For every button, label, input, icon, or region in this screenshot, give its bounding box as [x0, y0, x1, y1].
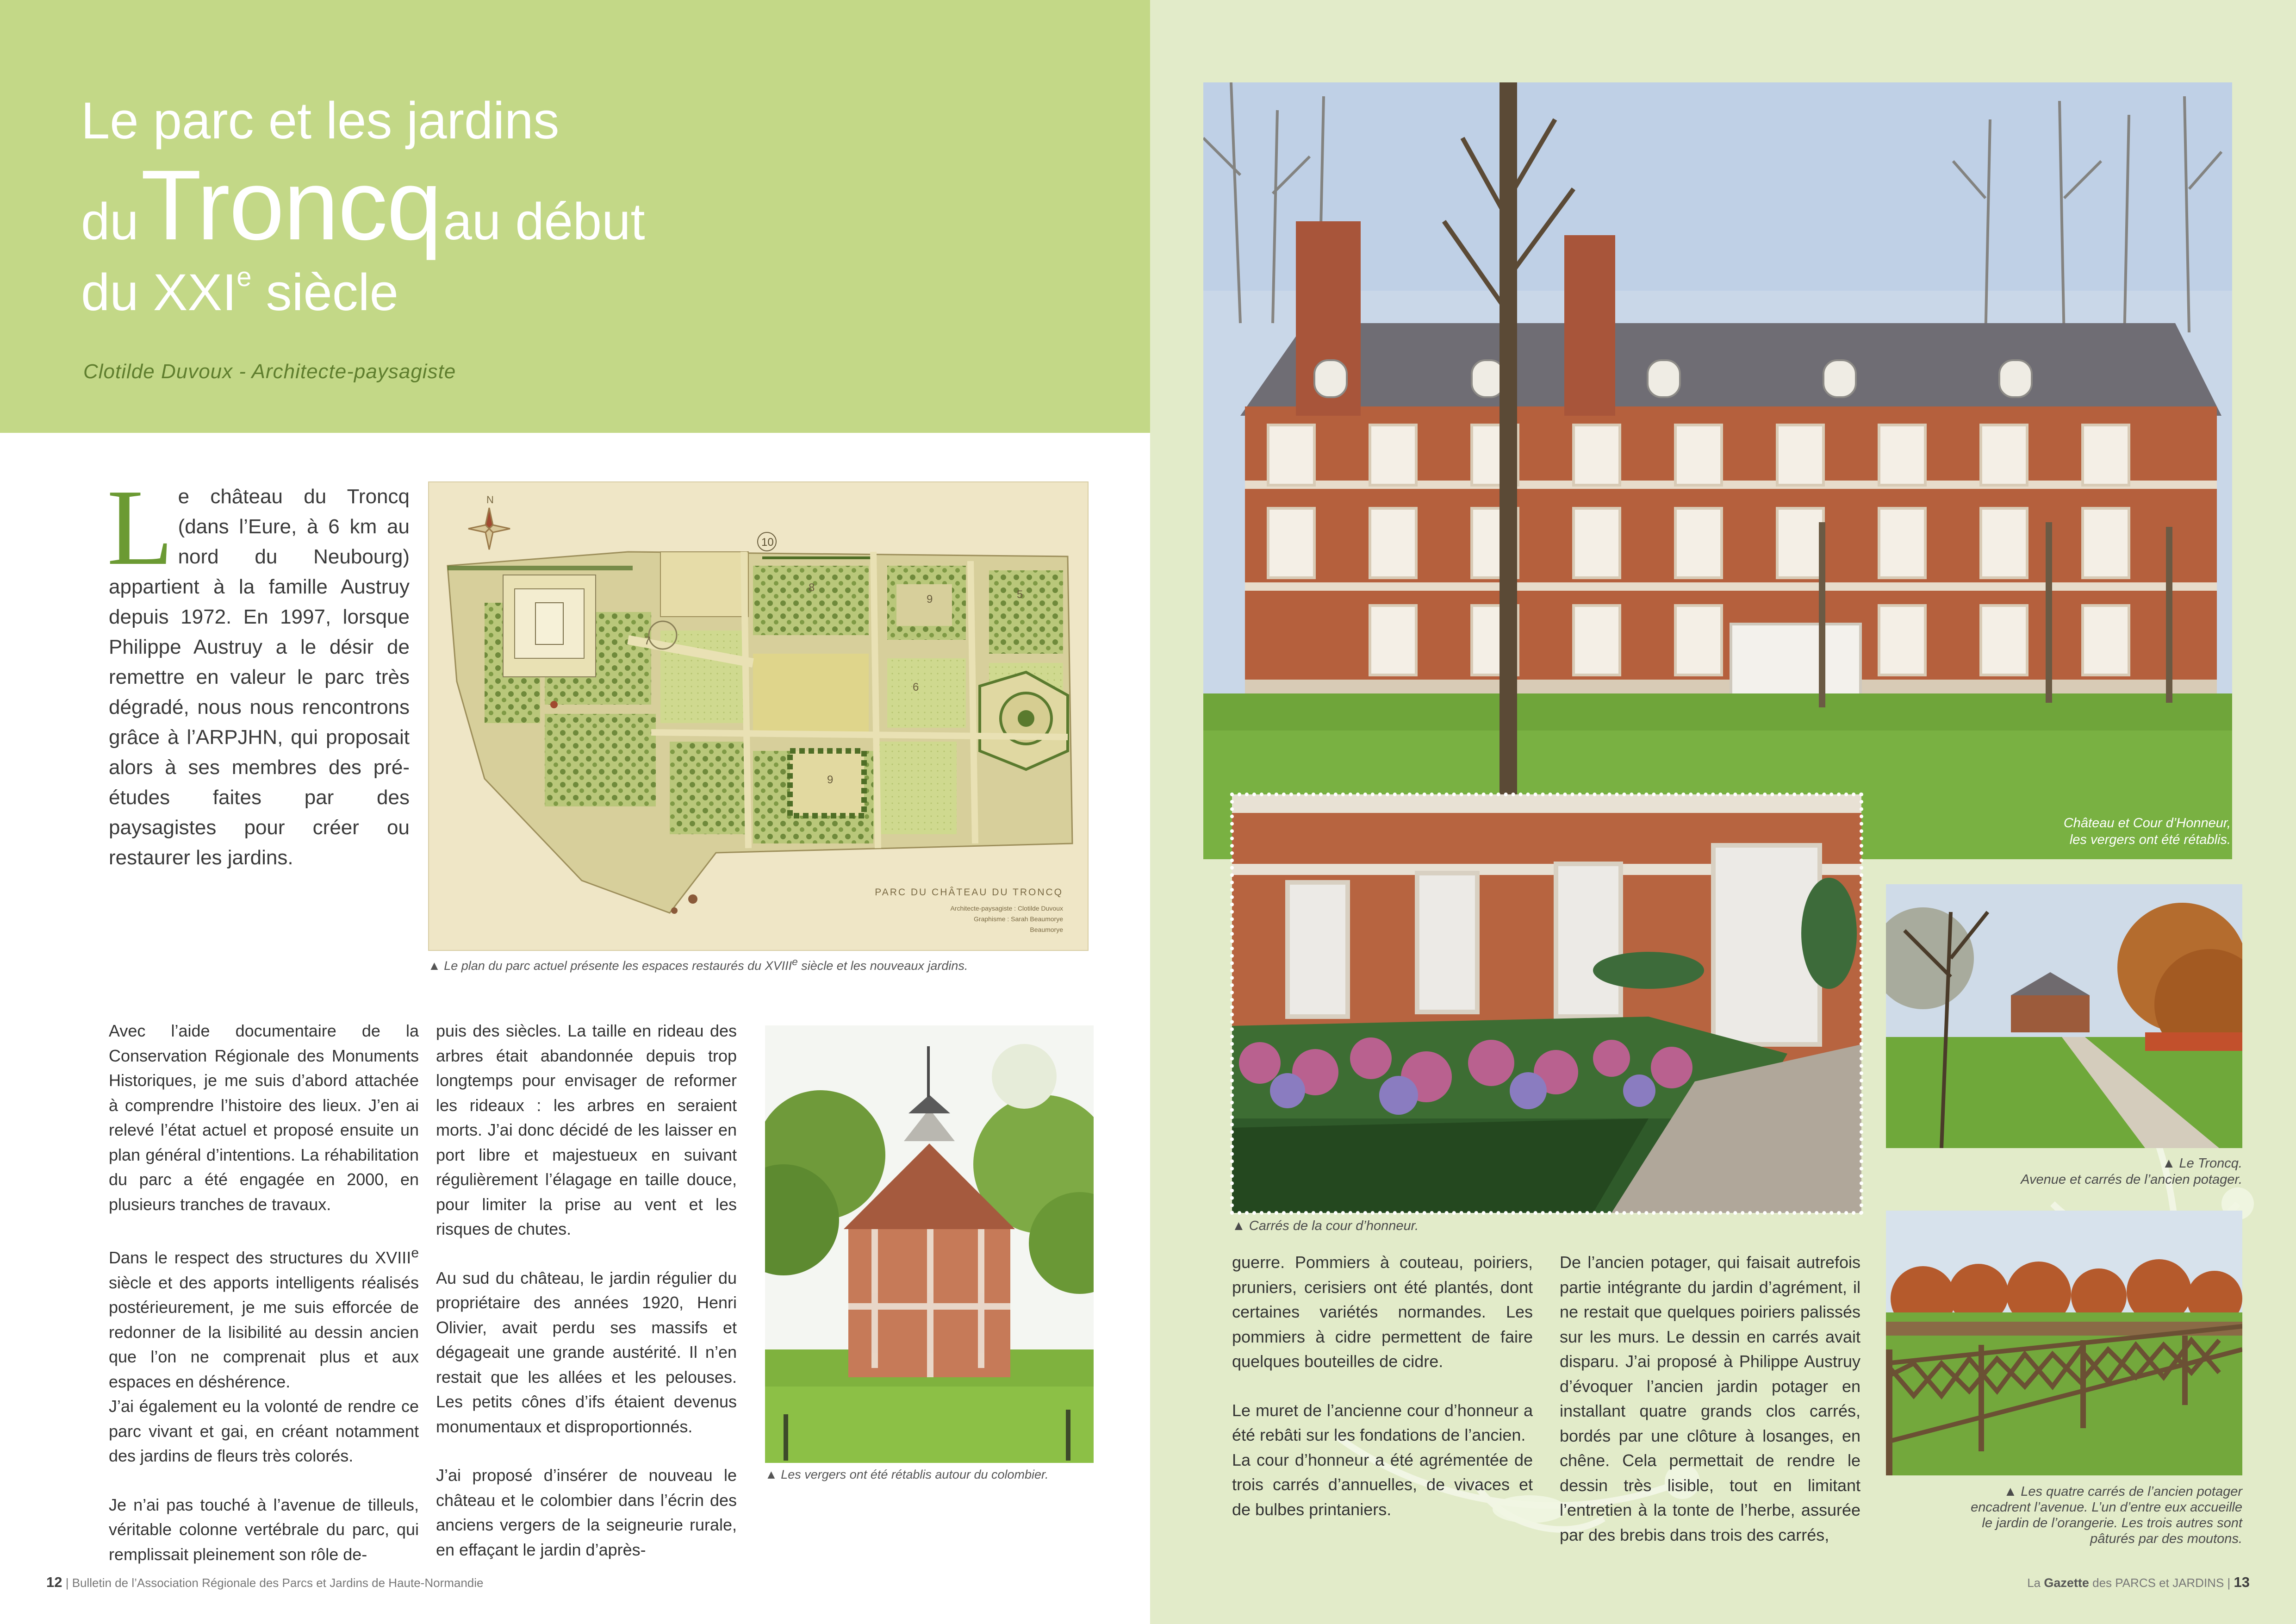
- plan-number-9a: 9: [927, 593, 933, 606]
- col1-paragraph-4: Je n’ai pas touché à l’avenue de tilleuls, véritable colonne vertébrale du parc, qui remplissait pleinement son rôle de-: [109, 1495, 419, 1564]
- parterre-drawing: [1232, 794, 1861, 1213]
- parterre-caption: ▲ Carrés de la cour d’honneur.: [1232, 1218, 1419, 1233]
- text-column-3: [1232, 1250, 1533, 1522]
- parterre-photo: [1232, 794, 1861, 1213]
- footer-right: La Gazette des PARCS et JARDINS | 13: [2027, 1574, 2250, 1590]
- col1-paragraph-2-sup: e: [411, 1245, 419, 1261]
- col3-paragraph-3: La cour d’honneur a été agrémentée de trois carrés d’annuelles, de vivaces et de bulbes printaniers.: [1232, 1450, 1533, 1519]
- title-line-2-post: au début: [443, 193, 645, 250]
- title-line-3-sup: e: [236, 262, 252, 292]
- potager-caption-line-1: ▲ Les quatre carrés de l’ancien potager: [2004, 1484, 2242, 1499]
- title-line-2: [81, 149, 1099, 261]
- plan-caption-pre: ▲ Le plan du parc actuel présente les espaces restaurés du XVIII: [428, 959, 792, 973]
- footer-left: 12 | Bulletin de l’Association Régionale des Parcs et Jardins de Haute-Normandie: [46, 1574, 484, 1590]
- col1-paragraph-2-post: siècle et des apports intelligents réalisés postérieurement, je me suis efforcée de redonner de la lisibilité au dessin ancien que l’on ne comprenait plus et aux espaces en déshérence.: [109, 1273, 419, 1391]
- plan-number-10: 10: [761, 536, 774, 549]
- plan-number-8: 8: [809, 581, 815, 594]
- avenue-drawing: [1886, 884, 2242, 1148]
- title-line-2-big: Troncq: [141, 149, 442, 261]
- plan-credit-1: Architecte-paysagiste : Clotilde Duvoux: [950, 905, 1063, 912]
- intro-text: e château du Troncq (dans l’Eure, à 6 km au nord du Neubourg) appartient à la famille Austruy depuis 1972. En 1997, lorsque Philippe Austruy a le désir de remettre en valeur le parc très dégradé, nous nous rencontrons grâce à l’ARPJHN, qui proposait alors à ses membres des pré-études faites par des paysagistes pour créer ou restaurer les jardins.: [109, 485, 410, 869]
- text-column-1: [109, 1018, 419, 1567]
- col2-paragraph-2: Au sud du château, le jardin régulier du propriétaire des années 1920, Henri Olivier, avait perdu ses massifs et dégageait une grande austérité. Il n’en restait que les allées et les pelouses. Les petits cônes d’ifs étaient devenus monumentaux et disproportionnés.: [436, 1268, 737, 1436]
- chateau-caption: [1898, 815, 2231, 848]
- title-line-3: [81, 264, 1099, 319]
- title-line-3-post: siècle: [266, 263, 398, 321]
- dovecote-caption: ▲ Les vergers ont été rétablis autour du colombier.: [765, 1468, 1049, 1481]
- potager-caption: [1886, 1484, 2242, 1547]
- potager-caption-line-3: le jardin de l’orangerie. Les trois autres sont: [1982, 1516, 2242, 1530]
- col1-paragraph-2-pre: Dans le respect des structures du XVIII: [109, 1248, 411, 1267]
- intro-paragraph: [107, 467, 410, 873]
- chateau-drawing: [1203, 82, 2232, 859]
- chateau-photo: [1203, 82, 2232, 859]
- plan-number-6: 6: [913, 681, 919, 693]
- plan-credit-3: Beaumorye: [1030, 926, 1063, 933]
- col2-paragraph-3: J’ai proposé d’insérer de nouveau le château et le colombier dans l’écrin des anciens vergers de la seigneurie rurale, en effaçant le jardin d’après-: [436, 1466, 737, 1559]
- potager-caption-line-4: pâturés par des moutons.: [2090, 1531, 2242, 1546]
- title-line-1: Le parc et les jardins: [81, 92, 560, 150]
- chateau-caption-line-2: les vergers ont été rétablis.: [2069, 832, 2231, 847]
- plan-caption-sup: e: [792, 956, 798, 968]
- page-number-left: 12: [46, 1574, 62, 1590]
- potager-caption-line-2: encadrent l’avenue. L’un d’entre eux accueille: [1971, 1500, 2242, 1515]
- plan-caption-post: siècle et les nouveaux jardins.: [797, 959, 968, 973]
- plan-number-7: 7: [644, 635, 651, 647]
- avenue-photo: [1886, 884, 2242, 1148]
- park-plan-image: [428, 481, 1089, 951]
- footer-right-gazette: Gazette: [2044, 1576, 2089, 1590]
- park-plan-drawing: [429, 482, 1088, 950]
- compass-label: N: [486, 494, 494, 506]
- col2-paragraph-1: puis des siècles. La taille en rideau des arbres était abandonnée depuis trop longtemps pour envisager de reformer les rideaux : les arbres en seraient morts. J’ai donc décidé de les laisser en port libre et majestueux en suivant régulièrement l’élagage en taille douce, pour limiter la prise au vent et les risques de chutes.: [436, 1021, 737, 1238]
- avenue-caption-line-2: Avenue et carrés de l’ancien potager.: [2021, 1172, 2242, 1187]
- article-title: [81, 92, 1099, 321]
- plan-number-9b: 9: [827, 774, 834, 786]
- col3-paragraph-2: Le muret de l’ancienne cour d’honneur a été rebâti sur les fondations de l’ancien.: [1232, 1400, 1533, 1444]
- col4-paragraph-1: De l’ancien potager, qui faisait autrefois partie intégrante du jardin d’agrément, il ne restait que quelques poiriers palissés sur les murs. Le dessin en carrés avait disparu. J’ai proposé à Philippe Austruy d’évoquer l’ancien jardin potager en installant quatre grands clos carrés, bordés par une clôture à losanges, en chêne. Cela permettait de rendre le dessin très lisible, tout en limitant l’entretien à la tonte de l’herbe, assurée par des brebis dans trois des carrés,: [1560, 1253, 1860, 1544]
- title-line-3-pre: du XXI: [81, 263, 237, 321]
- potager-drawing: [1886, 1211, 2242, 1475]
- text-column-2: [436, 1018, 737, 1562]
- plan-credit-2: Graphisme : Sarah Beaumorye: [974, 915, 1063, 923]
- col1-paragraph-1: Avec l’aide documentaire de la Conservation Régionale des Monuments Historiques, je me suis d’abord attachée à comprendre l’histoire des lieux. J’en ai relevé l’état actuel et proposé ensuite un plan général d’intentions. La réhabilitation du parc a été engagée en 2000, en plusieurs tranches de travaux.: [109, 1021, 419, 1214]
- dovecote-photo: [765, 1025, 1094, 1463]
- col3-paragraph-1: guerre. Pommiers à couteau, poiriers, pruniers, cerisiers ont été plantés, dont certaines variétés normandes. Les pommiers à cidre permettent de faire quelques bouteilles de cidre.: [1232, 1253, 1533, 1371]
- avenue-caption-line-1: ▲ Le Troncq.: [2162, 1156, 2242, 1171]
- col1-paragraph-3: J’ai également eu la volonté de rendre ce parc vivant et gai, en créant notamment des jardins de fleurs très colorés.: [109, 1397, 419, 1465]
- page-number-right: 13: [2234, 1574, 2250, 1590]
- plan-caption: [428, 956, 1099, 973]
- title-line-2-pre: du: [81, 193, 139, 250]
- avenue-caption: [1886, 1156, 2242, 1188]
- potager-photo: [1886, 1211, 2242, 1475]
- dovecote-drawing: [765, 1025, 1094, 1463]
- chateau-caption-line-1: Château et Cour d’Honneur,: [2063, 816, 2231, 831]
- footer-right-pre: La: [2027, 1576, 2041, 1590]
- footer-right-post: des PARCS et JARDINS: [2092, 1576, 2224, 1590]
- drop-cap: L: [107, 467, 174, 587]
- col1-paragraph-2: [109, 1241, 419, 1394]
- byline: Clotilde Duvoux - Architecte-paysagiste: [83, 360, 456, 383]
- footer-left-text: Bulletin de l’Association Régionale des Parcs et Jardins de Haute-Normandie: [72, 1576, 484, 1590]
- plan-number-5: 5: [1017, 588, 1023, 601]
- text-column-4: [1560, 1250, 1860, 1547]
- plan-title: PARC DU CHÂTEAU DU TRONCQ: [875, 887, 1063, 898]
